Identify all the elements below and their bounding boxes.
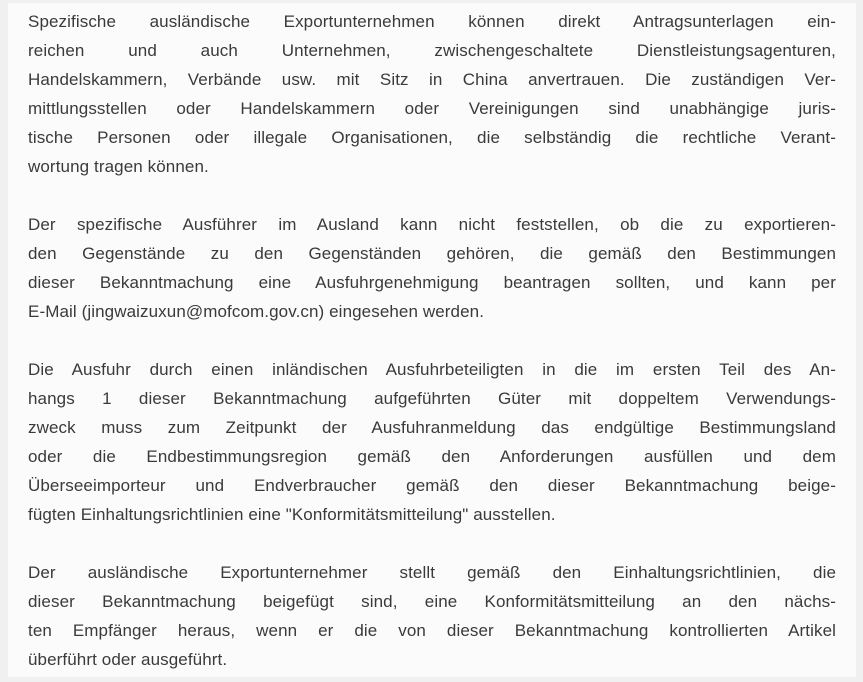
text-line: E-Mail (jingwaizuxun@mofcom.gov.cn) eingesehen werden.: [28, 302, 485, 321]
paragraph-2: [28, 210, 836, 326]
text-line: Spezifische ausländische Exportunternehmen können direkt Antragsunterlagen ein-: [28, 12, 836, 31]
text-line: Überseeimporteur und Endverbraucher gemäß den dieser Bekanntmachung beige-: [28, 476, 836, 495]
text-line: überführt oder ausgeführt.: [28, 650, 228, 669]
text-line: fügten Einhaltungsrichtlinien eine "Konformitätsmitteilung" ausstellen.: [28, 505, 556, 524]
document-text: [8, 3, 856, 674]
text-line: Der ausländische Exportunternehmer stellt gemäß den Einhaltungsrichtlinien, die: [28, 563, 836, 582]
text-line: oder die Endbestimmungsregion gemäß den Anforderungen ausfüllen und dem: [28, 447, 836, 466]
document-page: [8, 3, 856, 677]
text-line: den Gegenstände zu den Gegenständen gehören, die gemäß den Bestimmungen: [28, 244, 836, 263]
text-line: dieser Bekanntmachung beigefügt sind, eine Konformitätsmitteilung an den nächs-: [28, 592, 836, 611]
text-line: wortung tragen können.: [28, 157, 209, 176]
paragraph-1: [28, 7, 836, 181]
text-line: reichen und auch Unternehmen, zwischengeschaltete Dienstleistungsagenturen,: [28, 41, 836, 60]
text-line: dieser Bekanntmachung eine Ausfuhrgenehmigung beantragen sollten, und kann per: [28, 273, 836, 292]
text-line: hangs 1 dieser Bekanntmachung aufgeführten Güter mit doppeltem Verwendungs-: [28, 389, 836, 408]
text-line: zweck muss zum Zeitpunkt der Ausfuhranmeldung das endgültige Bestimmungsland: [28, 418, 836, 437]
paragraph-3: [28, 355, 836, 529]
text-line: Der spezifische Ausführer im Ausland kann nicht feststellen, ob die zu exportieren-: [28, 215, 836, 234]
text-line: Handelskammern, Verbände usw. mit Sitz in China anvertrauen. Die zuständigen Ver-: [28, 70, 836, 89]
text-line: Die Ausfuhr durch einen inländischen Ausfuhrbeteiligten in die im ersten Teil des An-: [28, 360, 836, 379]
text-line: tische Personen oder illegale Organisationen, die selbständig die rechtliche Verant-: [28, 128, 836, 147]
text-line: mittlungsstellen oder Handelskammern oder Vereinigungen sind unabhängige juris-: [28, 99, 836, 118]
paragraph-4: [28, 558, 836, 674]
text-line: ten Empfänger heraus, wenn er die von dieser Bekanntmachung kontrollierten Artikel: [28, 621, 836, 640]
